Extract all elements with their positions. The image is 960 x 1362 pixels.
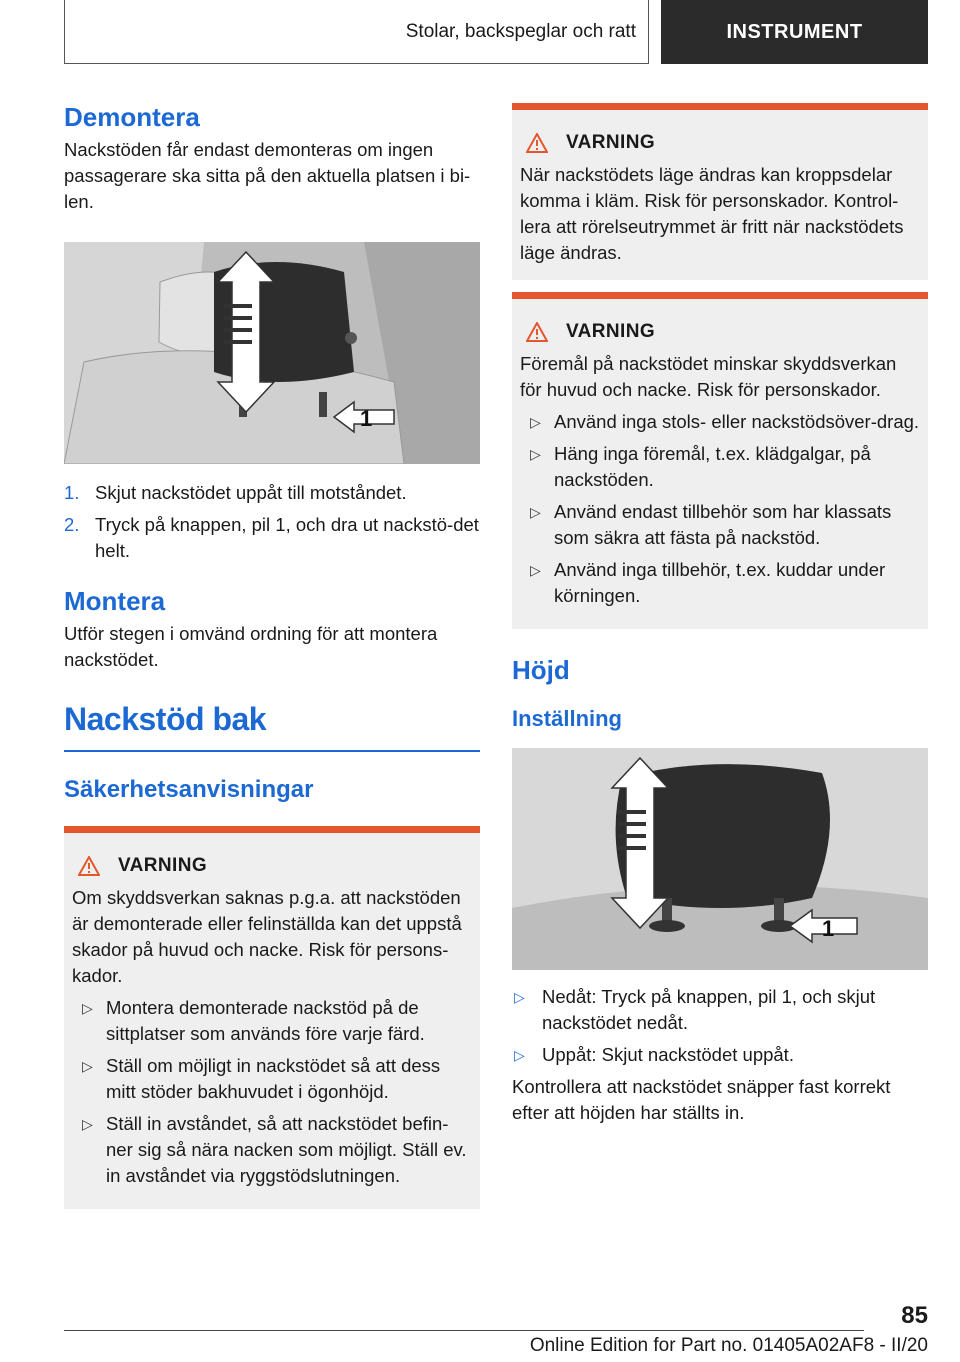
heading-demontera: Demontera	[64, 102, 200, 132]
headrest-removal-photo	[64, 242, 480, 464]
bullet-text: Häng inga föremål, t.ex. klädgalgar, på nackstöden.	[554, 443, 871, 490]
list-item	[512, 984, 928, 1036]
list-item	[520, 499, 920, 551]
demontera-text: Nackstöden får endast demonteras om ingen passagerare ska sitta på den aktuella platsen i bi-len.	[64, 139, 471, 212]
chapter-tab[interactable]: INSTRUMENT	[661, 0, 928, 64]
step-number: 2.	[64, 514, 80, 535]
list-item	[64, 512, 480, 564]
bullet-text: Montera demonterade nackstöd på de sittplatser som används före varje färd.	[106, 997, 425, 1044]
warning-triangle-icon	[526, 133, 548, 153]
warning-text: När nackstödets läge ändras kan kroppsdelar komma i kläm. Risk för personskador. Kontrol-lera att rörelseutrymmet är fritt när nackstödets läge ändras.	[520, 164, 904, 263]
warning-title: VARNING	[566, 321, 656, 342]
footer-rule	[64, 1330, 864, 1331]
list-item	[64, 480, 480, 506]
step-text: Skjut nackstödet uppåt till motståndet.	[95, 482, 407, 503]
right-column	[512, 103, 928, 1126]
closing-text: Kontrollera att nackstödet snäpper fast korrekt efter att höjden har ställts in.	[512, 1076, 891, 1123]
heading-montera: Montera	[64, 586, 166, 616]
warning-box	[512, 103, 928, 280]
bullet-text: Nedåt: Tryck på knappen, pil 1, och skjut nackstödet nedåt.	[542, 986, 876, 1033]
warning-title: VARNING	[118, 855, 208, 876]
bullet-text: Använd inga tillbehör, t.ex. kuddar under körningen.	[554, 559, 886, 606]
warning-header	[520, 321, 920, 343]
list-item	[72, 1111, 472, 1189]
warning-header	[520, 132, 920, 154]
bullet-text: Använd endast tillbehör som har klassats som säkra att fästa på nackstöd.	[554, 501, 892, 548]
bullet-icon: ▷	[82, 1000, 93, 1016]
headrest-height-illustration	[512, 748, 928, 970]
bullet-text: Uppåt: Skjut nackstödet uppåt.	[542, 1044, 794, 1065]
list-item	[512, 1042, 928, 1068]
warning-title: VARNING	[566, 132, 656, 153]
headrest-removal-illustration	[64, 242, 480, 464]
list-item	[72, 995, 472, 1047]
bullet-icon: ▷	[530, 414, 541, 430]
warning-bullets	[72, 995, 472, 1189]
bullet-icon: ▷	[514, 989, 525, 1005]
warning-triangle-icon	[78, 856, 100, 876]
section-title: Stolar, backspeglar och ratt	[64, 0, 649, 64]
photo-callout-number: 1	[360, 406, 373, 431]
warning-box	[512, 292, 928, 629]
removal-steps	[64, 480, 480, 564]
warning-text: Om skyddsverkan saknas p.g.a. att nackstöden är demonterade eller felinställda kan det uppstå skador på huvud och nacke. Risk för persons-kador.	[72, 887, 462, 986]
height-bullets	[512, 984, 928, 1068]
montera-text: Utför stegen i omvänd ordning för att montera nackstödet.	[64, 623, 438, 670]
photo-callout-number: 1	[822, 916, 835, 941]
bullet-text: Använd inga stols- eller nackstödsöver-drag.	[554, 411, 920, 432]
warning-bullets	[520, 409, 920, 609]
bullet-icon: ▷	[530, 562, 541, 578]
heading-sakerhetsanvisningar: Säkerhetsanvisningar	[64, 776, 314, 803]
page-header	[64, 0, 928, 64]
list-item	[520, 409, 920, 435]
bullet-icon: ▷	[530, 446, 541, 462]
chapter-heading-nackstod-bak: Nackstöd bak	[64, 701, 267, 737]
warning-triangle-icon	[526, 322, 548, 342]
bullet-icon: ▷	[530, 504, 541, 520]
bullet-icon: ▷	[514, 1047, 525, 1063]
bullet-text: Ställ in avståndet, så att nackstödet befin-ner sig så nära nacken som möjligt. Ställ ev. in avståndet via ryggstödslutningen.	[106, 1113, 467, 1186]
list-item	[72, 1053, 472, 1105]
heading-rule	[64, 750, 480, 752]
bullet-icon: ▷	[82, 1116, 93, 1132]
step-number: 1.	[64, 482, 80, 503]
list-item	[520, 441, 920, 493]
left-column	[64, 100, 480, 1209]
heading-hojd: Höjd	[512, 655, 570, 685]
warning-text: Föremål på nackstödet minskar skyddsverkan för huvud och nacke. Risk för personskador.	[520, 353, 897, 400]
edition-footer: Online Edition for Part no. 01405A02AF8 - II/20	[529, 1335, 928, 1356]
page-number: 85	[901, 1302, 928, 1329]
list-item	[520, 557, 920, 609]
warning-header	[72, 855, 472, 877]
heading-installning: Inställning	[512, 706, 622, 731]
bullet-icon: ▷	[82, 1058, 93, 1074]
step-text: Tryck på knappen, pil 1, och dra ut nackstö-det helt.	[95, 514, 479, 561]
bullet-text: Ställ om möjligt in nackstödet så att dess mitt stöder bakhuvudet i ögonhöjd.	[106, 1055, 441, 1102]
warning-box	[64, 826, 480, 1209]
headrest-height-photo	[512, 748, 928, 970]
